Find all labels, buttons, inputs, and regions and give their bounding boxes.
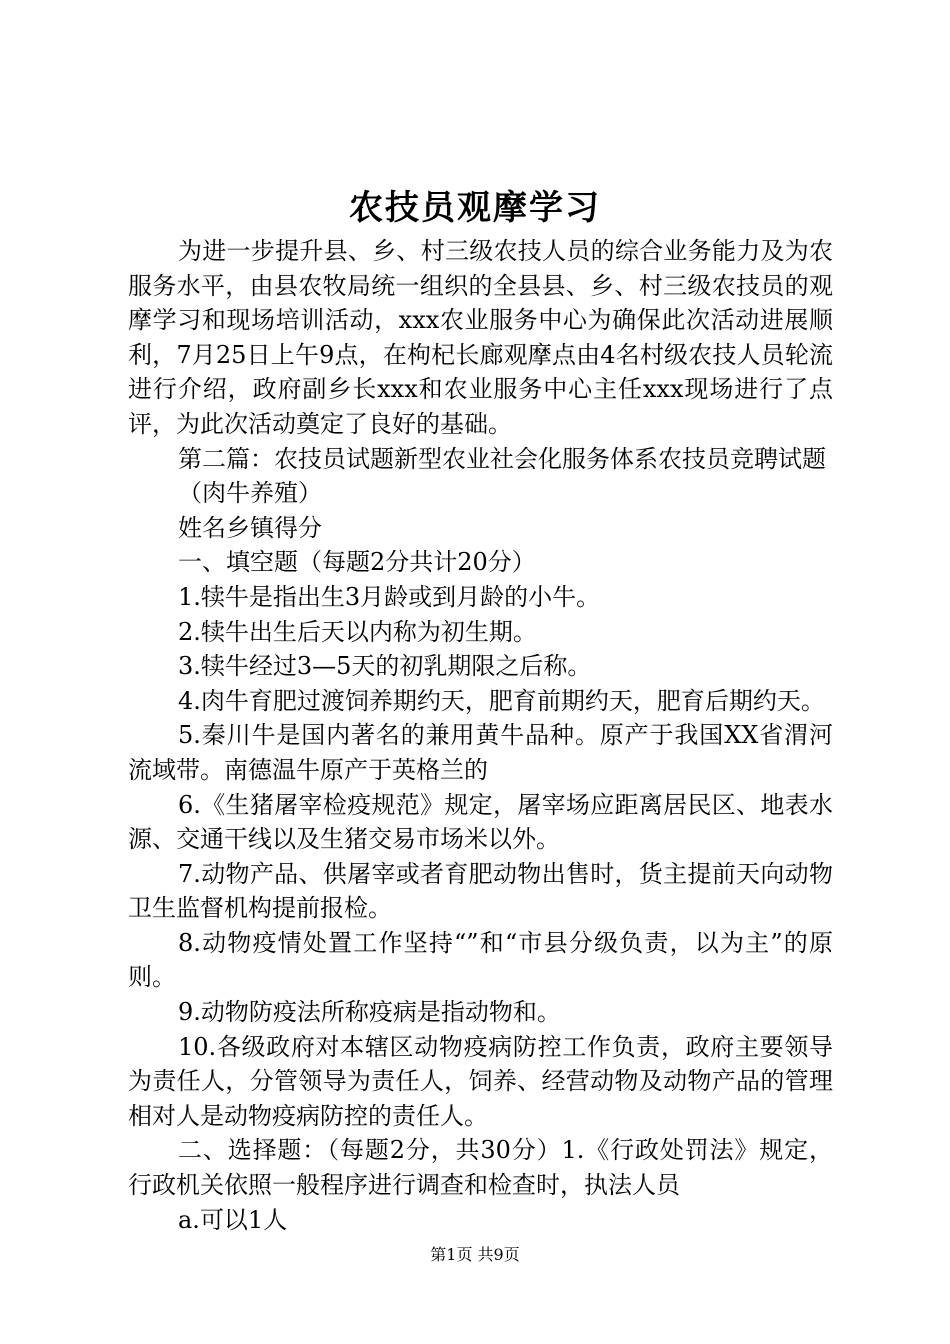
paragraph-subtitle: （肉牛养殖） <box>178 479 322 508</box>
paragraph-choice-heading: 二、选择题：（每题2分，共30分）1.《行政处罚法》规定，行政机关依照一般程序进行调查和检查时，执法人员 <box>128 1136 833 1200</box>
question-5: 5.秦川牛是国内著名的兼用黄牛品种。原产于我国XX省渭河流域带。南德温牛原产于英格兰的 <box>128 721 833 784</box>
paragraph-fill-blank-heading: 一、填空题（每题2分共计20分） <box>178 548 536 577</box>
question-6: 6.《生猪屠宰检疫规范》规定，屠宰场应距离居民区、地表水源、交通干线以及生猪交易市场米以外。 <box>128 790 833 854</box>
question-4: 4.肉牛育肥过渡饲养期约天，肥育前期约天，肥育后期约天。 <box>178 686 825 715</box>
question-7: 7.动物产品、供屠宰或者育肥动物出售时，货主提前天向动物卫生监督机构提前报检。 <box>128 859 833 923</box>
choice-option-a: a.可以1人 <box>178 1205 288 1234</box>
document-title: 农技员观摩学习 <box>349 188 601 228</box>
question-2: 2.犊牛出生后天以内称为初生期。 <box>178 617 537 646</box>
question-8: 8.动物疫情处置工作坚持“”和“市县分级负责，以为主”的原则。 <box>128 928 833 992</box>
question-3: 3.犊牛经过3—5天的初乳期限之后称。 <box>178 652 592 681</box>
question-10: 10.各级政府对本辖区动物疫病防控工作负责，政府主要领导为责任人，分管领导为责任人，饲养、经营动物及动物产品的管理相对人是动物疫病防控的责任人。 <box>128 1032 833 1130</box>
document-body <box>128 234 833 1237</box>
paragraph-intro: 为进一步提升县、乡、村三级农技人员的综合业务能力及为农服务水平，由县农牧局统一组织的全县县、乡、村三级农技员的观摩学习和现场培训活动，xxx农业服务中心为确保此次活动进展顺利，7月25日上午9点，在枸杞长廊观摩点由4名村级农技人员轮流进行介绍，政府副乡长xxx和农业服务中心主任xxx现场进行了点评，为此次活动奠定了良好的基础。 <box>128 237 833 438</box>
page-footer: 第1页 共9页 <box>430 1245 520 1264</box>
paragraph-section-two-heading: 第二篇：农技员试题新型农业社会化服务体系农技员竞聘试题 <box>178 444 826 473</box>
question-1: 1.犊牛是指出生3月龄或到月龄的小牛。 <box>178 582 601 611</box>
paragraph-name-line: 姓名乡镇得分 <box>178 513 322 542</box>
question-9: 9.动物防疫法所称疫病是指动物和。 <box>178 998 561 1027</box>
